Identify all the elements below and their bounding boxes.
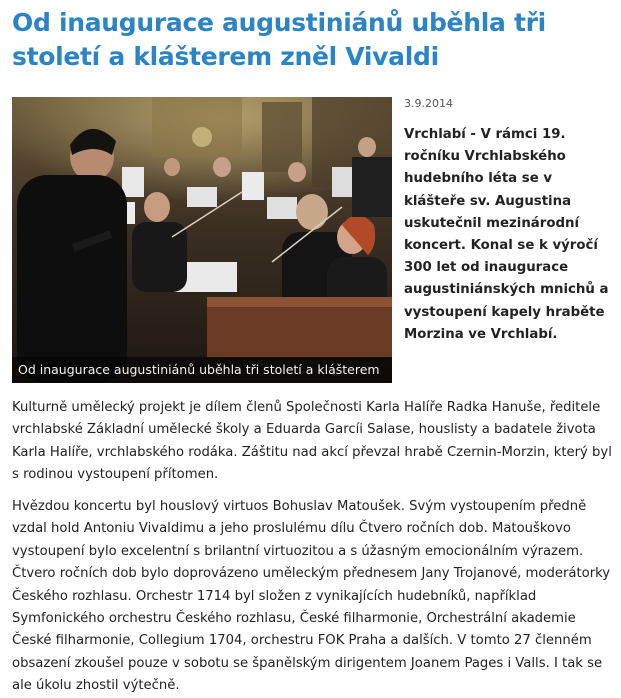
article-date: 3.9.2014 <box>404 97 453 110</box>
article-lead: Vrchlabí - V rámci 19. ročníku Vrchlabského hudebního léta se v klášteře sv. Augustina uskutečnil mezinárodní koncert. Konal se k výročí 300 let od inaugurace augustiniánských mnichů a vystoupení kapely hraběte Morzina ve Vrchlabí. <box>404 127 609 342</box>
photo-caption: Od inaugurace augustiniánů uběhla tři století a klášterem <box>12 357 392 383</box>
article-paragraph: Hvězdou koncertu byl houslový virtuos Bohuslav Matoušek. Svým vystoupením předně vzdal hold Antoniu Vivaldimu a jeho proslulému dílu Čtvero ročních dob. Matouškovo vystoupení bylo excelentní s brilantní virtuozitou a s úžasným emocionálním výrazem. Čtvero ročních dob bylo doprovázeno uměleckým přednesem Jany Trojanové, moderátorky Českého rozhlasu. Orchestr 1714 byl složen z vynikajících hudebníků, například Symfonického orchestru Českého rozhlasu, České filharmonie, Orchestrální akademie České filharmonie, Collegium 1704, orchestru FOK Praha a dalších. V tomto 27 členném obsazení zkoušel pouze v sobotu se španělským dirigentem Joanem Pages i Valls. I tak se ale úkolu zhostil výtečně. <box>12 499 611 694</box>
article-title: Od inaugurace augustiniánů uběhla tři století a klášterem zněl Vivaldi <box>12 8 546 71</box>
article-photo[interactable] <box>12 97 392 383</box>
concert-photo-illustration <box>12 97 392 383</box>
article-paragraph: Kulturně umělecký projekt je dílem členů Společnosti Karla Halíře Radka Hanuše, ředitele vrchlabské Základní umělecké školy a Eduarda Garcíi Salase, houslisty a badatele života Karla Halíře, vrchlabského rodáka. Záštitu nad akcí převzal hrabě Czernin-Morzin, který byl s rodinou vystoupení přítomen. <box>12 400 612 483</box>
